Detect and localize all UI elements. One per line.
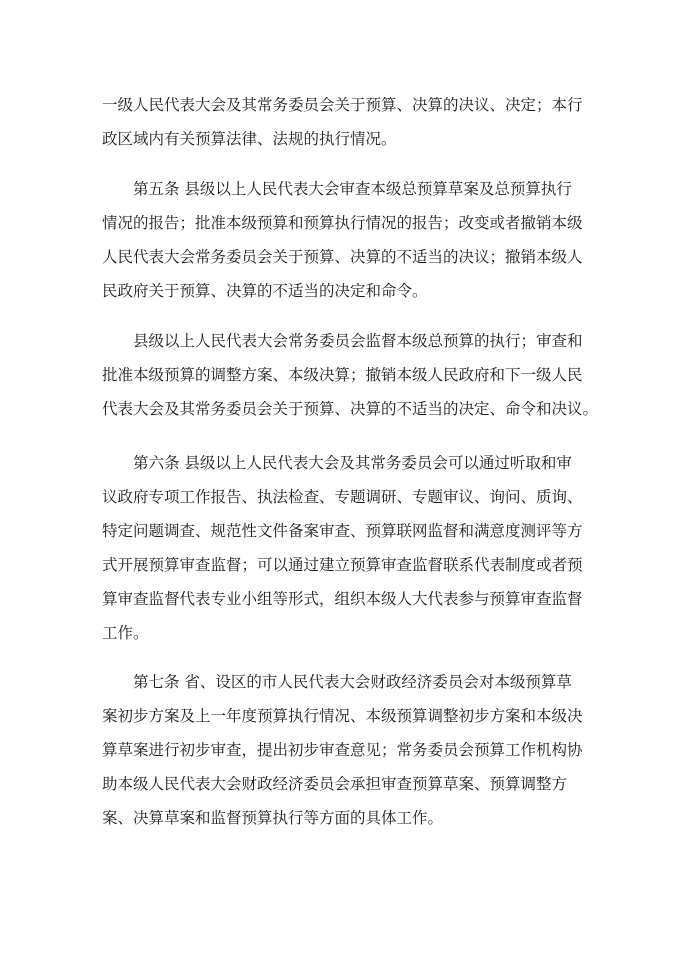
text-line: 议政府专项工作报告、执法检查、专题调研、专题审议、询问、质询、: [102, 488, 583, 506]
text-line: 案、决算草案和监督预算执行等方面的具体工作。: [102, 809, 444, 827]
text-line: 代表大会及其常务委员会关于预算、决算的不适当的决定、命令和决议。: [102, 400, 599, 418]
paragraph-continuation: [102, 88, 582, 156]
text-line: 助本级人民代表大会财政经济委员会承担审查预算草案、预算调整方: [102, 775, 568, 793]
paragraph-article-5: [102, 172, 582, 308]
text-line: 算审查监督代表专业小组等形式，组织本级人大代表参与预算审查监督: [102, 590, 583, 608]
text-line: 第六条 县级以上人民代表大会及其常务委员会可以通过听取和审: [133, 454, 572, 472]
text-line: 工作。: [102, 624, 149, 642]
paragraph-article-5-part-2: [102, 324, 599, 426]
text-line: 式开展预算审查监督；可以通过建立预算审查监督联系代表制度或者预: [102, 556, 583, 574]
text-line: 情况的报告；批准本级预算和预算执行情况的报告；改变或者撤销本级: [102, 214, 583, 232]
text-line: 县级以上人民代表大会常务委员会监督本级总预算的执行；审查和: [133, 332, 583, 350]
paragraph-article-6: [102, 446, 582, 650]
text-line: 一级人民代表大会及其常务委员会关于预算、决算的决议、决定；本行: [102, 96, 583, 114]
text-line: 批准本级预算的调整方案、本级决算；撤销本级人民政府和下一级人民: [102, 366, 583, 384]
text-line: 案初步方案及上一年度预算执行情况、本级预算调整初步方案和本级决: [102, 707, 583, 725]
text-line: 人民代表大会常务委员会关于预算、决算的不适当的决议；撤销本级人: [102, 248, 583, 266]
text-line: 政区域内有关预算法律、法规的执行情况。: [102, 130, 397, 148]
text-line: 特定问题调查、规范性文件备案审查、预算联网监督和满意度测评等方: [102, 522, 583, 540]
text-line: 算草案进行初步审查，提出初步审查意见；常务委员会预算工作机构协: [102, 741, 583, 759]
text-line: 第五条 县级以上人民代表大会审查本级总预算草案及总预算执行: [133, 180, 572, 198]
text-line: 第七条 省、设区的市人民代表大会财政经济委员会对本级预算草: [133, 673, 572, 691]
paragraph-article-7: [102, 665, 582, 835]
text-line: 民政府关于预算、决算的不适当的决定和命令。: [102, 282, 428, 300]
